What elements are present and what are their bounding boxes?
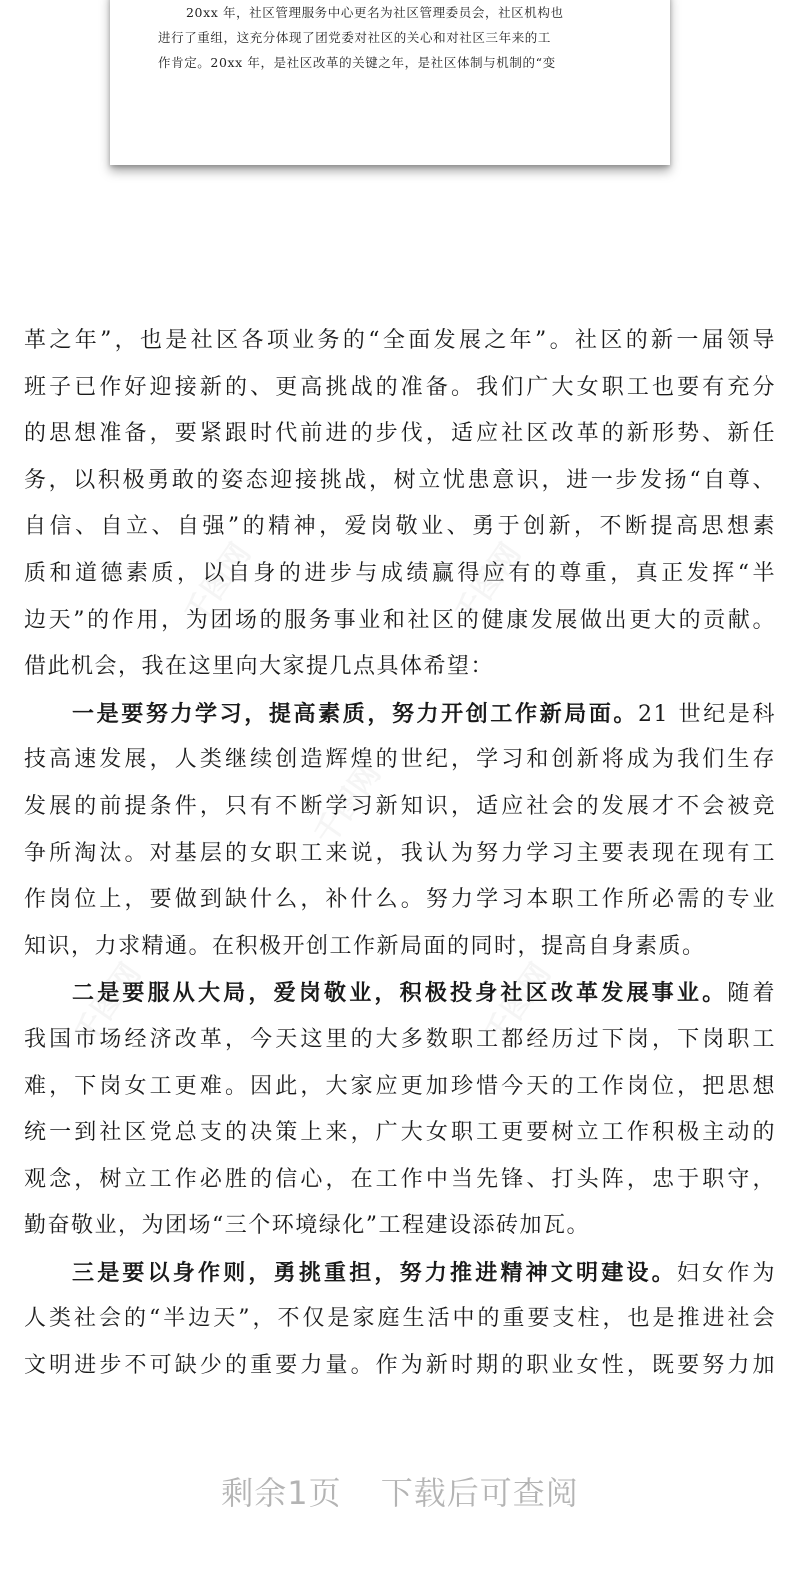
body-line: 发展的前提条件，只有不断学习新知识，适应社会的发展才不会被竞 xyxy=(24,793,776,819)
body-line: 务，以积极勇敢的姿态迎接挑战，树立忧患意识，进一步发扬“自尊、 xyxy=(24,467,776,493)
body-line: 质和道德素质，以自身的进步与成绩赢得应有的尊重，真正发挥“半 xyxy=(24,560,776,586)
download-prompt[interactable] xyxy=(0,1468,800,1514)
watermark: 千图网 xyxy=(307,757,389,851)
body-line: 班子已作好迎接新的、更高挑战的准备。我们广大女职工也要有充分 xyxy=(24,374,776,400)
watermark: 千图网 xyxy=(67,957,149,1051)
paragraph-first-line xyxy=(24,691,776,738)
paragraph-heading: 一是要努力学习，提高素质，努力开创工作新局面。 xyxy=(72,700,639,727)
remaining-pages-label: 剩余1页 xyxy=(221,1474,342,1512)
preview-line: 20xx 年，社区管理服务中心更名为社区管理委员会，社区机构也 xyxy=(186,5,564,20)
download-to-view-label[interactable]: 下载后可查阅 xyxy=(380,1474,579,1512)
body-line: 我国市场经济改革，今天这里的大多数职工都经历过下岗，下岗职工 xyxy=(24,1026,776,1052)
body-line: 文明进步不可缺少的重要力量。作为新时期的职业女性，既要努力加 xyxy=(24,1353,776,1379)
document-body xyxy=(24,318,776,1390)
paragraph-first-line xyxy=(24,1250,776,1297)
body-line: 借此机会，我在这里向大家提几点具体希望： xyxy=(24,654,495,680)
body-line: 难，下岗女工更难。因此，大家应更加珍惜今天的工作岗位，把思想 xyxy=(24,1073,776,1099)
body-text-run: 随着 xyxy=(727,981,776,1007)
body-line: 作岗位上，要做到缺什么，补什么。努力学习本职工作所必需的专业 xyxy=(24,887,776,913)
preview-text xyxy=(158,0,628,75)
paragraph-first-line xyxy=(24,970,776,1017)
body-line: 自信、自立、自强”的精神，爱岗敬业、勇于创新，不断提高思想素 xyxy=(24,514,776,540)
body-text-run: 21 世纪是科 xyxy=(638,701,776,727)
body-line: 革之年”，也是社区各项业务的“全面发展之年”。社区的新一届领导 xyxy=(24,328,776,353)
body-line: 观念，树立工作必胜的信心，在工作中当先锋、打头阵，忠于职守， xyxy=(24,1166,776,1192)
body-line: 技高速发展，人类继续创造辉煌的世纪，学习和创新将成为我们生存 xyxy=(24,747,776,773)
body-text-run: 妇女作为 xyxy=(676,1260,776,1286)
preview-line: 作肯定。20xx 年，是社区改革的关键之年，是社区体制与机制的“变 xyxy=(158,55,556,70)
paragraph-heading: 三是要以身作则，勇挑重担，努力推进精神文明建设。 xyxy=(72,1259,677,1286)
body-line: 的思想准备，要紧跟时代前进的步伐，适应社区改革的新形势、新任 xyxy=(24,421,776,447)
body-line: 争所淘汰。对基层的女职工来说，我认为努力学习主要表现在现有工 xyxy=(24,840,776,866)
watermark: 千图网 xyxy=(477,957,559,1051)
preview-line: 进行了重组，这充分体现了团党委对社区的关心和对社区三年来的工 xyxy=(158,30,552,45)
watermark: 千图网 xyxy=(447,537,529,631)
body-line: 边天”的作用，为团场的服务事业和社区的健康发展做出更大的贡献。 xyxy=(24,607,776,633)
body-line: 统一到社区党总支的决策上来，广大女职工更要树立工作积极主动的 xyxy=(24,1120,776,1146)
body-line: 知识，力求精通。在积极开创工作新局面的同时，提高自身素质。 xyxy=(24,933,706,959)
preview-page-card xyxy=(110,0,670,165)
watermark: 千图网 xyxy=(177,537,259,631)
body-line: 勤奋敬业，为团场“三个环境绿化”工程建设添砖加瓦。 xyxy=(24,1213,590,1239)
body-line: 人类社会的“半边天”，不仅是家庭生活中的重要支柱，也是推进社会 xyxy=(24,1306,776,1332)
paragraph-heading: 二是要服从大局，爱岗敬业，积极投身社区改革发展事业。 xyxy=(72,980,728,1007)
